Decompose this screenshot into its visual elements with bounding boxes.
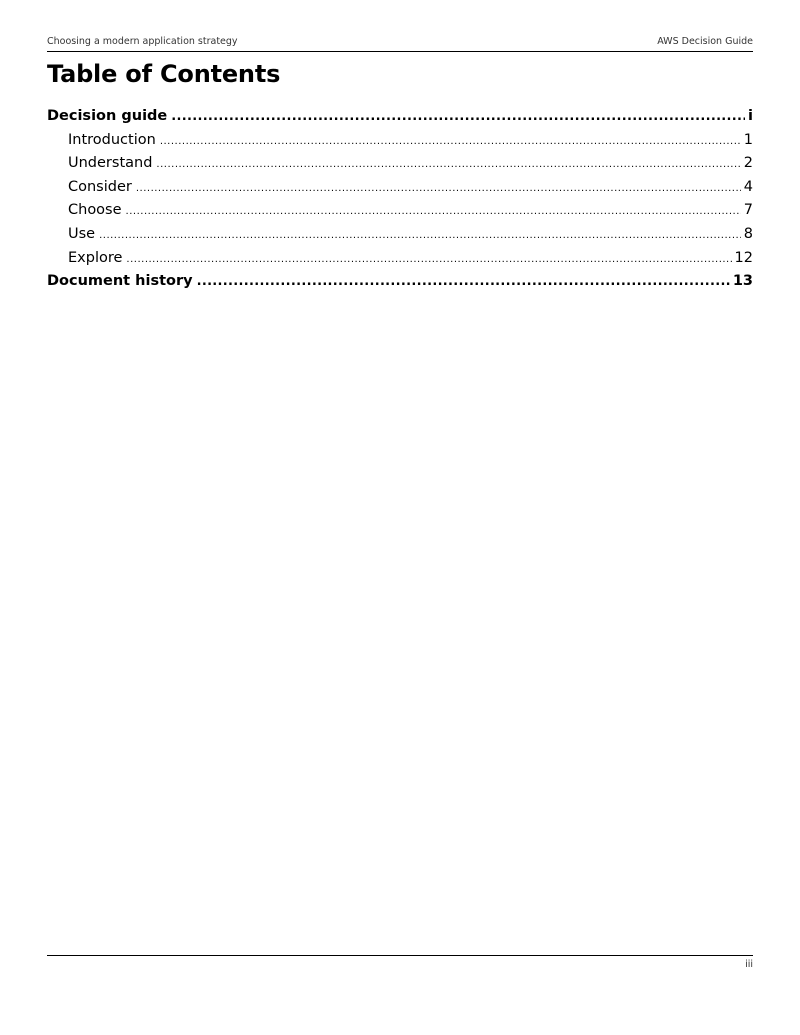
toc-entry-use[interactable] — [47, 226, 753, 250]
toc-dot-leader — [136, 183, 741, 194]
toc-dot-leader — [171, 109, 745, 124]
toc-dot-leader — [197, 274, 730, 289]
toc-entry-document-history[interactable] — [47, 273, 753, 297]
toc-dot-leader — [99, 230, 741, 241]
toc-entry-label: Choose — [68, 202, 122, 219]
toc-dot-leader — [156, 159, 740, 170]
toc-dot-leader — [160, 136, 741, 147]
toc-entry-label: Introduction — [68, 131, 156, 148]
toc-entry-understand[interactable] — [47, 155, 753, 179]
toc-entry-page: 2 — [743, 155, 753, 172]
toc-entry-page: 4 — [743, 178, 753, 195]
toc-entry-label: Explore — [68, 249, 123, 266]
toc-entry-decision-guide[interactable] — [47, 108, 753, 132]
page-title: Table of Contents — [47, 60, 281, 88]
toc-entry-label: Document history — [47, 273, 193, 290]
toc-entry-choose[interactable] — [47, 202, 753, 226]
toc-entry-label: Decision guide — [47, 108, 168, 124]
toc-entry-page: 1 — [743, 131, 753, 148]
table-of-contents — [47, 108, 753, 297]
toc-entry-page: i — [748, 108, 753, 124]
toc-entry-label: Consider — [68, 178, 132, 195]
toc-entry-explore[interactable] — [47, 250, 753, 274]
footer-page-number: iii — [745, 959, 753, 970]
toc-entry-page: 12 — [734, 249, 753, 266]
toc-entry-page: 13 — [732, 273, 753, 290]
toc-entry-consider[interactable] — [47, 179, 753, 203]
page-header — [47, 34, 753, 52]
header-guide-type: AWS Decision Guide — [657, 36, 753, 47]
toc-entry-page: 8 — [743, 225, 753, 242]
toc-entry-label: Use — [68, 225, 96, 242]
toc-entry-introduction[interactable] — [47, 132, 753, 156]
toc-dot-leader — [126, 254, 731, 265]
toc-entry-label: Understand — [68, 155, 153, 172]
header-document-title: Choosing a modern application strategy — [47, 36, 238, 47]
toc-dot-leader — [126, 206, 741, 217]
page-footer — [47, 955, 753, 976]
toc-entry-page: 7 — [743, 202, 753, 219]
